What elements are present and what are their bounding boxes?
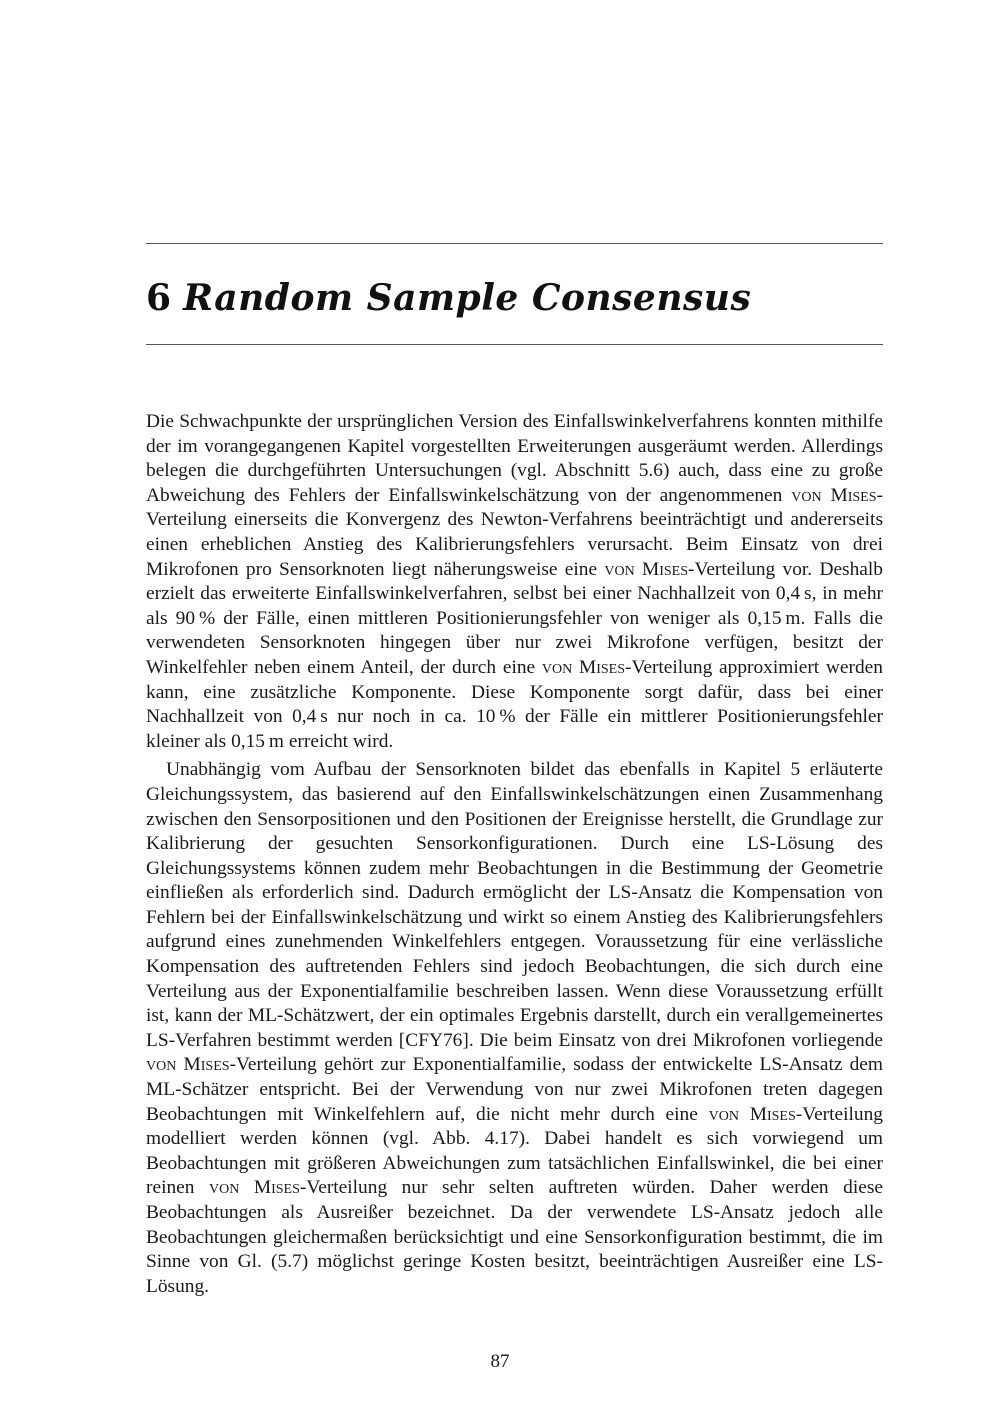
paragraph-1-segment-4: -Verteilung approximiert werden kann, eine zusätzliche Komponente. Diese Komponente sorgt dafür, dass bei einer Nachhallzeit von 0,4 s nur noch in ca. 10 % der Fälle ein mittlerer Positionierungsfehler kleiner als 0,15 m erreicht wird. bbox=[146, 656, 883, 752]
paragraph-2-segment-4: -Verteilung nur sehr selten auftreten würden. Daher werden diese Beobachtungen als Ausreißer bezeichnet. Da der verwendete LS-Ansatz jedoch alle Beobachtungen gleichermaßen berücksichtigt und eine Sensorkonfiguration bestimmt, die im Sinne von Gl. (5.7) möglichst geringe Kosten besitzt, beeinträchtigen Ausreißer eine LS-Lösung. bbox=[146, 1177, 883, 1297]
paragraph-1-segment-3: -Verteilung vor. Deshalb erzielt das erweiterte Einfallswinkelverfahren, selbst bei einer Nachhallzeit von 0,4 s, in mehr als 90 % der Fälle, einen mittleren Positionierungsfehler von weniger als 0,15 m. Falls die verwendeten Sensorknoten hingegen über nur zwei Mikrofone verfügen, besitzt der Winkelfehler neben einem Anteil, der durch eine bbox=[146, 558, 883, 678]
chapter-number: 6 bbox=[146, 277, 172, 319]
paragraph-2 bbox=[146, 758, 883, 1299]
page-number: 87 bbox=[490, 1351, 510, 1372]
body-text bbox=[146, 410, 883, 1299]
von-mises-term: von Mises bbox=[541, 656, 626, 678]
chapter-bottom-rule bbox=[146, 344, 883, 345]
von-mises-term: von Mises bbox=[791, 484, 877, 506]
von-mises-term: von Mises bbox=[604, 558, 689, 580]
paragraph-1-segment-1: Die Schwachpunkte der ursprünglichen Version des Einfallswinkelverfahrens konnten mithilfe der im vorangegangenen Kapitel vorgestellten Erweiterungen ausgeräumt werden. Allerdings belegen die durchgeführten Untersuchungen (vgl. Abschnitt 5.6) auch, dass eine zu große Abweichung des Fehlers der Einfallswinkelschätzung von der angenommenen bbox=[146, 411, 883, 506]
paragraph-2-segment-2: -Verteilung gehört zur Exponentialfamilie, sodass der entwickelte LS-Ansatz dem ML-Schätzer entspricht. Bei der Verwendung von nur zwei Mikrofonen treten dagegen Beobachtungen mit Winkelfehlern auf, die nicht mehr durch eine bbox=[146, 1054, 884, 1125]
paragraph-1-segment-2: -Verteilung einerseits die Konvergenz des Newton-Verfahrens beeinträchtigt und andererseits einen erheblichen Anstieg des Kalibrierungsfehlers verursacht. Beim Einsatz von drei Mikrofonen pro Sensorknoten liegt näherungsweise eine bbox=[146, 484, 883, 580]
chapter-top-rule bbox=[146, 243, 883, 244]
von-mises-term: von Mises bbox=[209, 1177, 300, 1199]
paragraph-2-segment-3: -Verteilung modelliert werden können (vgl. Abb. 4.17). Dabei handelt es sich vorwiegend um Beobachtungen mit größeren Abweichungen zum tatsächlichen Einfallswinkel, die bei einer reinen bbox=[146, 1103, 883, 1199]
von-mises-term: von Mises bbox=[708, 1103, 796, 1125]
chapter-title: Random Sample Consensus bbox=[183, 277, 752, 319]
paragraph-1 bbox=[146, 410, 883, 754]
paragraph-2-segment-1: Unabhängig vom Aufbau der Sensorknoten bildet das ebenfalls in Kapitel 5 erläuterte Gleichungssystem, das basierend auf den Einfallswinkelschätzungen einen Zusammenhang zwischen den Sensorpositionen und den Positionen der Ereignisse herstellt, die Grundlage zur Kalibrierung der gesuchten Sensorkonfigurationen. Durch eine LS-Lösung des Gleichungssystems können zudem mehr Beobachtungen in die Bestimmung der Geometrie einfließen als erforderlich sind. Dadurch ermöglicht der LS-Ansatz die Kompensation von Fehlern bei der Einfallswinkelschätzung und wirkt so einem Anstieg des Kalibrierungsfehlers aufgrund eines zunehmenden Winkelfehlers entgegen. Voraussetzung für eine verlässliche Kompensation des auftretenden Fehlers sind jedoch Beobachtungen, die sich durch eine Verteilung aus der Exponentialfamilie beschreiben lassen. Wenn diese Voraussetzung erfüllt ist, kann der ML-Schätzwert, der ein optimales Ergebnis darstellt, durch ein verallgemeinertes LS-Verfahren bestimmt werden [CFY76]. Die beim Einsatz von drei Mikrofonen vorliegende bbox=[146, 759, 883, 1051]
von-mises-term: von Mises bbox=[146, 1054, 230, 1076]
chapter-heading bbox=[146, 272, 883, 324]
